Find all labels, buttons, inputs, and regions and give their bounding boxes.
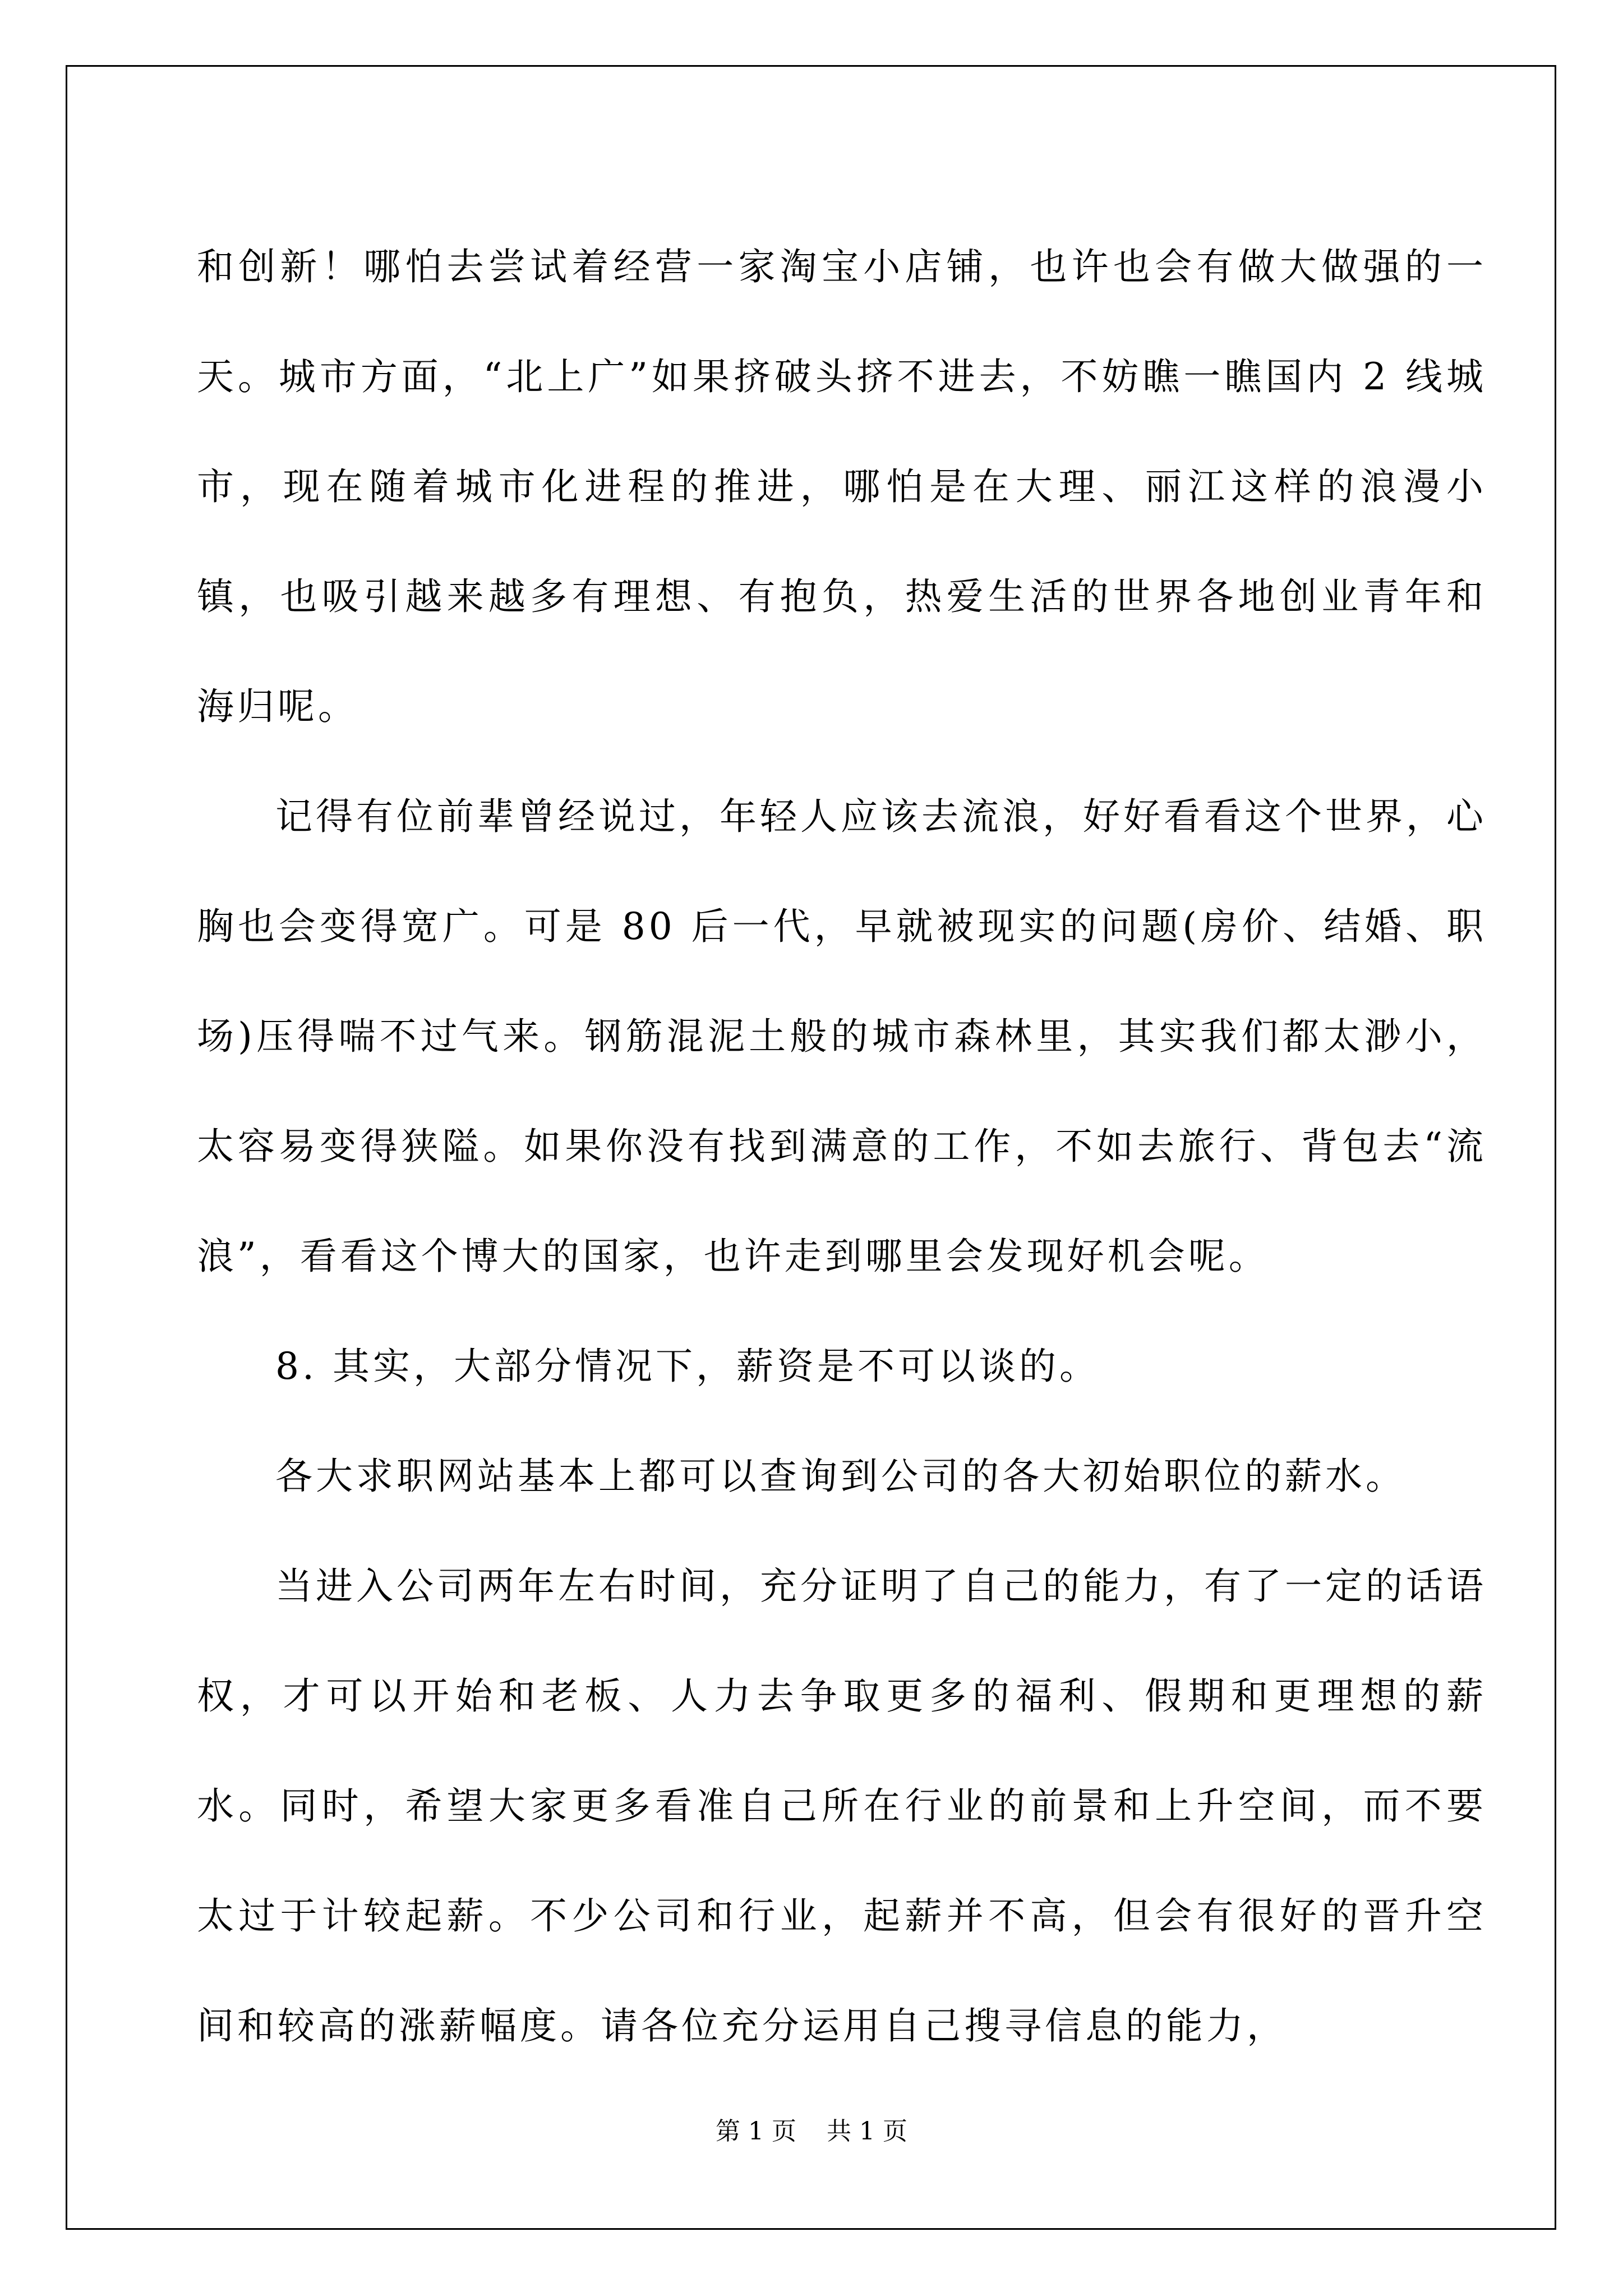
page-number: 第 1 页 bbox=[716, 2117, 796, 2146]
paragraph-4: 各大求职网站基本上都可以查询到公司的各大初始职位的薪水。 bbox=[275, 1455, 1406, 1498]
paragraph-3: 8. 其实，大部分情况下，薪资是不可以谈的。 bbox=[275, 1345, 1100, 1388]
paragraph-1: 和创新！哪怕去尝试着经营一家淘宝小店铺，也许也会有做大做强的一天。城市方面，“北上广”如果挤破头挤不进去，不妨瞧一瞧国内 2 线城市，现在随着城市化进程的推进，哪怕是在大理、丽江这样的浪漫小镇，也吸引越来越多有理想、有抱负，热爱生活的世界各地创业青年和海归呢。 bbox=[197, 245, 1487, 728]
paragraph-5: 当进入公司两年左右时间，充分证明了自己的能力，有了一定的话语权，才可以开始和老板、人力去争取更多的福利、假期和更理想的薪水。同时，希望大家更多看准自己所在行业的前景和上升空间，而不要太过于计较起薪。不少公司和行业，起薪并不高，但会有很好的晋升空间和较高的涨薪幅度。请各位充分运用自己搜寻信息的能力， bbox=[197, 1565, 1487, 2047]
page-total: 共 1 页 bbox=[827, 2117, 907, 2146]
document-body bbox=[197, 212, 1487, 2081]
paragraph-2: 记得有位前辈曾经说过，年轻人应该去流浪，好好看看这个世界，心胸也会变得宽广。可是 80 后一代，早就被现实的问题(房价、结婚、职场)压得喘不过气来。钢筋混泥土般的城市森林里，其实我们都太渺小，太容易变得狭隘。如果你没有找到满意的工作，不如去旅行、背包去“流浪”，看看这个博大的国家，也许走到哪里会发现好机会呢。 bbox=[197, 795, 1487, 1278]
page-footer bbox=[0, 2115, 1623, 2148]
